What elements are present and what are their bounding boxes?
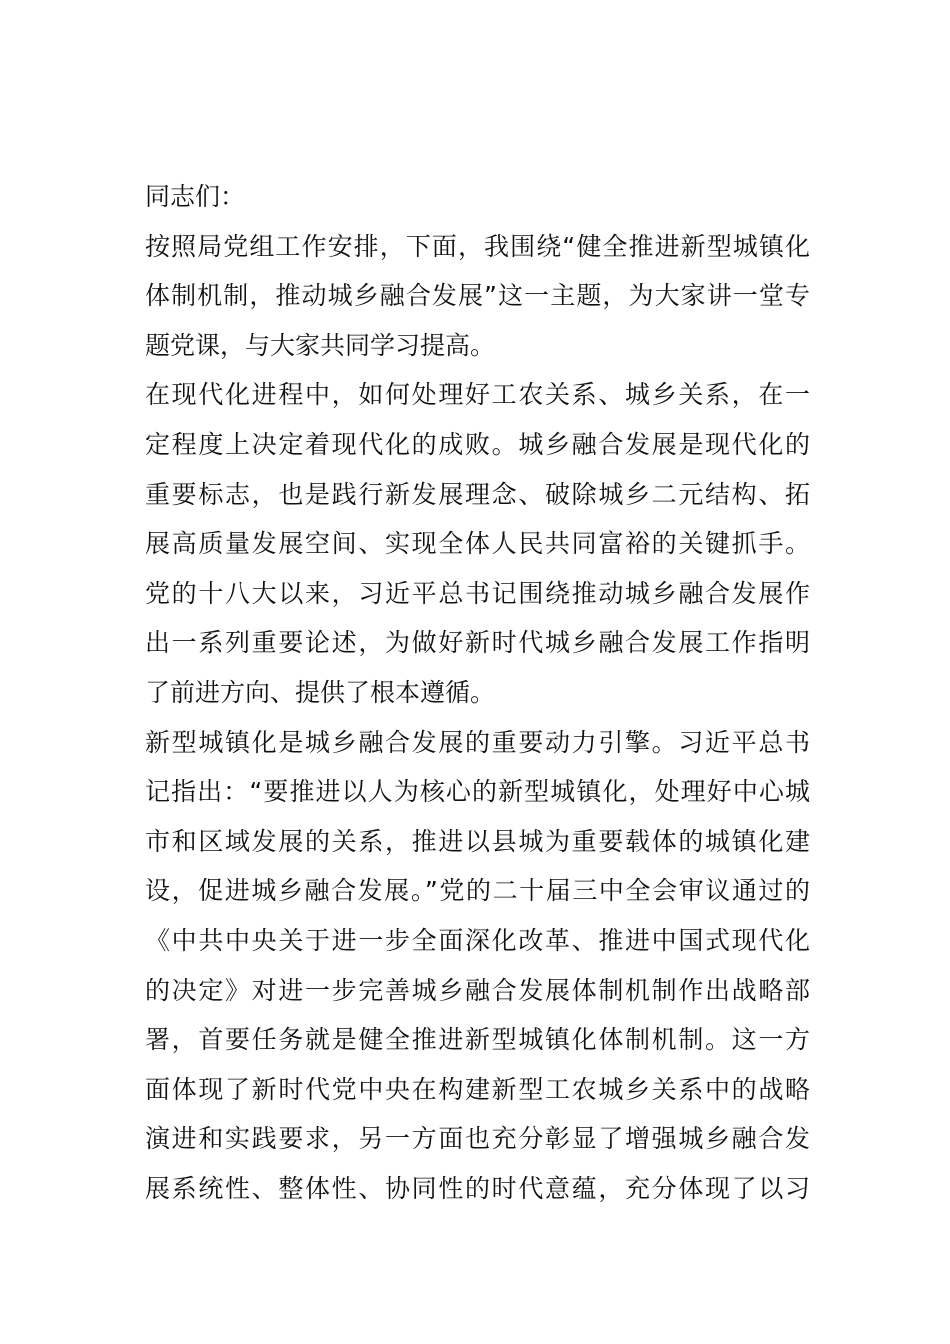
paragraph-2-line-3: 重要标志，也是践行新发展理念、破除城乡二元结构、拓 [145,479,810,509]
paragraph-3-line-1: 新型城镇化是城乡融合发展的重要动力引擎。习近平总书 [145,727,810,757]
paragraph-3-line-2: 记指出：“要推进以人为核心的新型城镇化，处理好中心城 [145,777,810,807]
paragraph-2-line-6: 出一系列重要论述，为做好新时代城乡融合发展工作指明 [145,628,810,658]
document-body [145,172,810,1213]
paragraph-3-line-10: 展系统性、整体性、协同性的时代意蕴，充分体现了以习 [145,1173,810,1203]
paragraph-2-line-4: 展高质量发展空间、实现全体人民共同富裕的关键抓手。 [145,529,810,559]
paragraph-1-line-2: 体制机制，推动城乡融合发展”这一主题，为大家讲一堂专 [145,281,810,311]
paragraph-2-line-2: 定程度上决定着现代化的成败。城乡融合发展是现代化的 [145,429,810,459]
paragraph-3-line-6: 的决定》对进一步完善城乡融合发展体制机制作出战略部 [145,975,810,1005]
paragraph-3-line-8: 面体现了新时代党中央在构建新型工农城乡关系中的战略 [145,1074,810,1104]
paragraph-1-line-3: 题党课，与大家共同学习提高。 [145,330,496,360]
paragraph-3-line-3: 市和区域发展的关系，推进以县城为重要载体的城镇化建 [145,826,810,856]
paragraph-1-line-1: 按照局党组工作安排，下面，我围绕“健全推进新型城镇化 [145,231,810,261]
paragraph-3-line-9: 演进和实践要求，另一方面也充分彰显了增强城乡融合发 [145,1124,810,1154]
paragraph-3-line-7: 署，首要任务就是健全推进新型城镇化体制机制。这一方 [145,1025,810,1055]
paragraph-2-line-5: 党的十八大以来，习近平总书记围绕推动城乡融合发展作 [145,578,810,608]
greeting: 同志们： [145,182,246,211]
paragraph-3-line-4: 设，促进城乡融合发展。”党的二十届三中全会审议通过的 [145,876,810,906]
paragraph-2-line-1: 在现代化进程中，如何处理好工农关系、城乡关系，在一 [145,380,810,410]
paragraph-3-line-5: 《中共中央关于进一步全面深化改革、推进中国式现代化 [145,925,810,955]
paragraph-2-line-7: 了前进方向、提供了根本遵循。 [145,677,496,707]
